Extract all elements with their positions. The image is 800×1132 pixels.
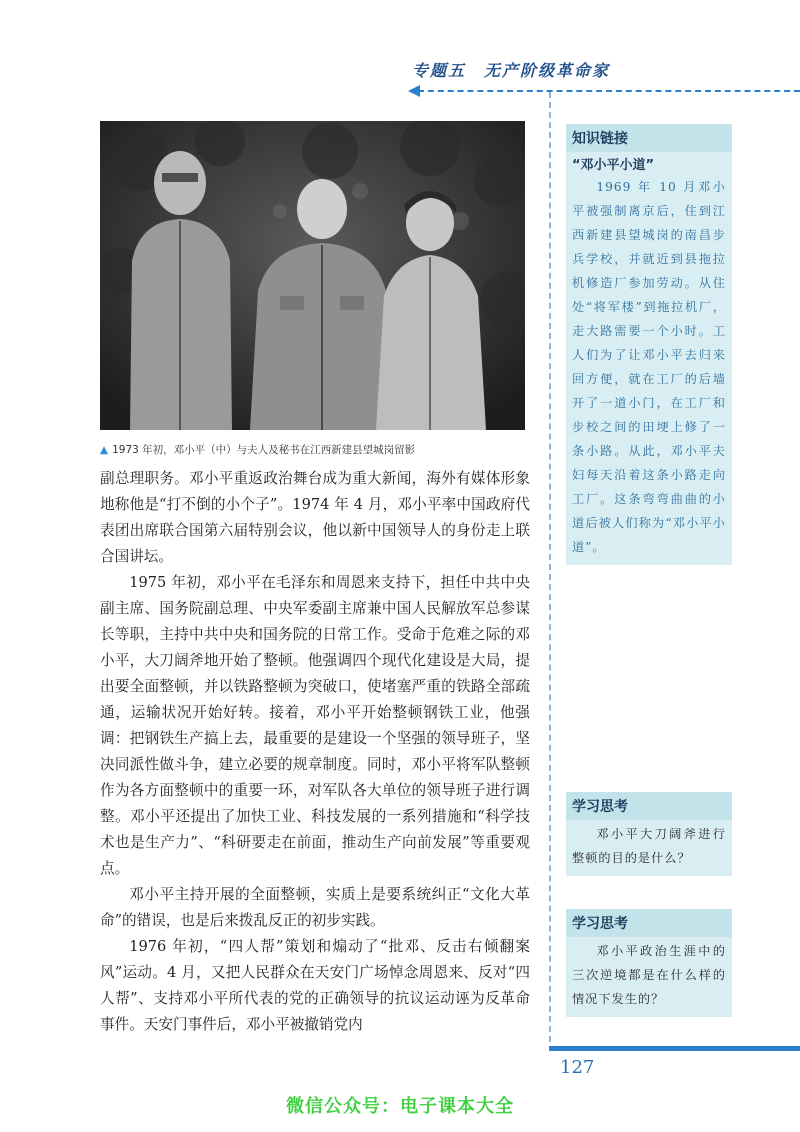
- triangle-icon: ▲: [100, 444, 109, 456]
- page-number: 127: [560, 1057, 595, 1078]
- footer-rule: [549, 1046, 800, 1051]
- main-body-text: [100, 466, 530, 1038]
- knowledge-link-box: [566, 124, 732, 565]
- body-paragraph: 1975 年初，邓小平在毛泽东和周恩来支持下，担任中共中央副主席、国务院副总理、中央军委副主席兼中国人民解放军总参谋长等职，主持中共中央和国务院的日常工作。受命于危难之际的邓小平，大刀阔斧地开始了整顿。他强调四个现代化建设是大局，提出要全面整顿，并以铁路整顿为突破口，使堵塞严重的铁路全部疏通，运输状况开始好转。接着，邓小平开始整顿钢铁工业，他强调：把钢铁生产搞上去，最重要的是建设一个坚强的领导班子，坚决同派性做斗争，建立必要的规章制度。同时，邓小平将军队整顿作为各方面整顿中的重要一环，对军队各大单位的领导班子进行调整。邓小平还提出了加快工业、科技发展的一系列措施和“科学技术也是生产力”、“科研要走在前面，推动生产向前发展”等重要观点。: [100, 574, 530, 877]
- body-paragraph: 1976 年初，“四人帮”策划和煽动了“批邓、反击右倾翻案风”运动。4 月，又把人民群众在天安门广场悼念周恩来、反对“四人帮”、支持邓小平所代表的党的正确领导的抗议运动诬为反革命事件。天安门事件后，邓小平被撤销党内: [100, 938, 530, 1033]
- study-think-box-2: [566, 909, 732, 1017]
- section-header-title: 专题五 无产阶级革命家: [412, 61, 611, 80]
- header-dashed-rule: [418, 90, 800, 92]
- study-think-heading-1: 学习思考: [566, 792, 732, 820]
- knowledge-link-heading: 知识链接: [566, 124, 732, 152]
- body-paragraph: 副总理职务。邓小平重返政治舞台成为重大新闻，海外有媒体形象地称他是“打不倒的小个子”。1974 年 4 月，邓小平率中国政府代表团出席联合国第六届特别会议，他以新中国领导人的身份走上联合国讲坛。: [100, 470, 530, 565]
- study-think-heading-2: 学习思考: [566, 909, 732, 937]
- column-divider: [549, 92, 551, 1042]
- historical-photo: [100, 121, 525, 430]
- watermark-text: 微信公众号：电子课本大全: [286, 1096, 514, 1117]
- photo-caption-text: 1973 年初，邓小平（中）与夫人及秘书在江西新建县望城岗留影: [112, 444, 416, 456]
- study-think-text-1: 邓小平大刀阔斧进行整顿的目的是什么？: [572, 827, 726, 865]
- photo-caption: [100, 442, 540, 457]
- knowledge-link-text: 1969 年 10 月邓小平被强制离京后，住到江西新建县望城岗的南昌步兵学校，并就近到县拖拉机修造厂参加劳动。从住处“将军楼”到拖拉机厂，走大路需要一个小时。工人们为了让邓小平去归来回方便，就在工厂的后墙开了一道小门，在工厂和步校之间的田埂上修了一条小路。从此，邓小平夫妇每天沿着这条小路走向工厂。这条弯弯曲曲的小道后被人们称为“邓小平小道”。: [572, 180, 726, 554]
- body-paragraph: 邓小平主持开展的全面整顿，实质上是要系统纠正“文化大革命”的错误，也是后来拨乱反正的初步实践。: [100, 886, 530, 929]
- knowledge-link-subtitle: “邓小平小道”: [572, 158, 655, 173]
- study-think-box-1: [566, 792, 732, 876]
- study-think-text-2: 邓小平政治生涯中的三次逆境都是在什么样的情况下发生的？: [572, 944, 726, 1006]
